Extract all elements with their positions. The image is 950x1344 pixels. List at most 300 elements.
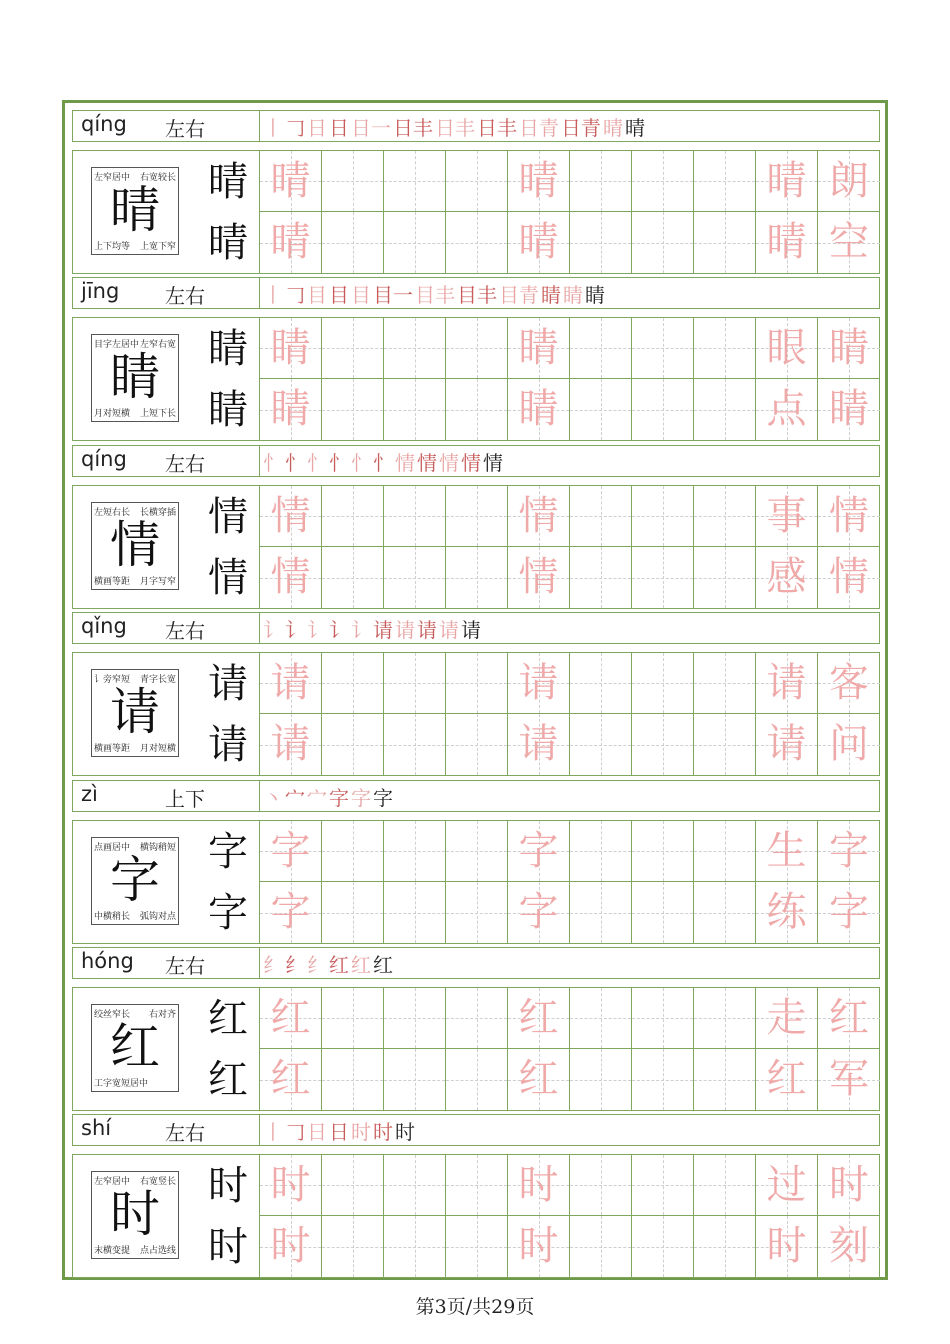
writing-tip: 上宽下窄: [139, 242, 176, 252]
practice-cell[interactable]: [322, 1049, 384, 1110]
word-trace-character: 练: [766, 889, 807, 935]
practice-cell[interactable]: [322, 151, 384, 212]
practice-cell[interactable]: [570, 1216, 632, 1277]
practice-area: [72, 150, 880, 274]
practice-grid: [260, 653, 880, 775]
word-trace-character: 事: [766, 493, 807, 539]
stroke-step: 𠃌: [285, 282, 305, 307]
practice-cell[interactable]: [756, 212, 818, 273]
practice-cell[interactable]: [260, 318, 322, 379]
word-trace-character: 客: [829, 660, 869, 706]
stroke-order: [263, 613, 483, 643]
trace-character: 睛: [518, 325, 559, 371]
stroke-step: 忄: [263, 450, 283, 475]
demo-character: 晴: [110, 181, 160, 239]
practice-area: [72, 485, 880, 609]
stroke-step: 丨: [263, 115, 283, 140]
practice-cell[interactable]: [508, 318, 570, 379]
practice-cell[interactable]: [694, 882, 756, 943]
stroke-step: 日青: [561, 115, 601, 140]
practice-cell[interactable]: [818, 653, 880, 714]
practice-cell[interactable]: [384, 151, 446, 212]
practice-grid: [260, 151, 880, 273]
practice-cell[interactable]: [384, 379, 446, 440]
stroke-step: 忄: [329, 450, 349, 475]
structure-label: 左右: [165, 1121, 205, 1145]
demo-character: 睛: [110, 348, 160, 406]
practice-cell[interactable]: [322, 821, 384, 882]
practice-cell[interactable]: [818, 821, 880, 882]
practice-cell[interactable]: [570, 714, 632, 775]
practice-cell[interactable]: [446, 318, 508, 379]
stroke-step: 讠: [351, 617, 371, 642]
practice-cell[interactable]: [756, 988, 818, 1049]
practice-cell[interactable]: [322, 212, 384, 273]
demo-character-box: [91, 837, 179, 925]
practice-cell[interactable]: [446, 547, 508, 608]
stroke-step: 忄: [307, 450, 327, 475]
practice-cell[interactable]: [260, 212, 322, 273]
stroke-step: 睛: [585, 282, 605, 307]
trace-character: 请: [518, 660, 559, 706]
trace-character: 红: [270, 995, 311, 1041]
practice-cell[interactable]: [818, 882, 880, 943]
practice-cell[interactable]: [570, 151, 632, 212]
practice-cell[interactable]: [260, 1216, 322, 1277]
practice-cell[interactable]: [384, 988, 446, 1049]
stroke-step: 纟: [263, 952, 283, 977]
word-trace-character: 晴: [766, 219, 807, 265]
pinyin: qíng: [81, 447, 127, 471]
practice-cell[interactable]: [632, 1155, 694, 1216]
practice-area: [72, 987, 880, 1111]
word-trace-character: 感: [766, 554, 807, 600]
page-footer: 第3页/共29页: [415, 1296, 535, 1318]
stroke-step: 讠: [263, 617, 283, 642]
word-trace-character: 过: [766, 1162, 807, 1208]
practice-cell[interactable]: [632, 379, 694, 440]
practice-cell[interactable]: [260, 379, 322, 440]
demo-character: 字: [110, 851, 160, 909]
practice-cell[interactable]: [632, 318, 694, 379]
practice-grid: [260, 1155, 880, 1277]
stroke-step: 𠃌: [285, 115, 305, 140]
word-trace-character: 时: [766, 1223, 807, 1269]
word-trace-character: 空: [829, 219, 869, 265]
word-trace-character: 情: [829, 493, 869, 539]
practice-cell[interactable]: [446, 1049, 508, 1110]
practice-cell[interactable]: [818, 714, 880, 775]
stroke-step: 晴: [625, 115, 645, 140]
stroke-step: 情: [417, 450, 437, 475]
practice-cell[interactable]: [384, 212, 446, 273]
practice-grid: [260, 821, 880, 943]
practice-cell[interactable]: [260, 653, 322, 714]
stroke-step: 日青: [519, 115, 559, 140]
writing-tip: 点画居中: [94, 843, 131, 853]
structure-label: 上下: [165, 787, 205, 811]
practice-cell[interactable]: [818, 486, 880, 547]
practice-cell[interactable]: [818, 988, 880, 1049]
word-trace-character: 睛: [829, 386, 869, 432]
trace-character: 情: [518, 554, 559, 600]
trace-character: 字: [518, 828, 559, 874]
trace-character: 时: [518, 1223, 559, 1269]
practice-cell[interactable]: [570, 821, 632, 882]
practice-cell[interactable]: [570, 988, 632, 1049]
practice-cell[interactable]: [694, 212, 756, 273]
practice-cell[interactable]: [446, 151, 508, 212]
stroke-step: 日丰: [393, 115, 433, 140]
stroke-step: 红: [329, 952, 349, 977]
practice-cell[interactable]: [260, 882, 322, 943]
stroke-step: 纟: [307, 952, 327, 977]
stroke-step: 请: [395, 617, 415, 642]
demo-character: 时: [110, 1185, 160, 1243]
stroke-step: 情: [395, 450, 415, 475]
stroke-order: [263, 948, 395, 978]
practice-cell[interactable]: [446, 882, 508, 943]
practice-cell[interactable]: [694, 151, 756, 212]
practice-cell[interactable]: [818, 212, 880, 273]
practice-cell[interactable]: [694, 547, 756, 608]
stroke-step: 字: [329, 785, 349, 810]
practice-cell[interactable]: [632, 212, 694, 273]
stroke-order: [263, 781, 395, 811]
writing-tip: 左窄右宽: [139, 340, 176, 350]
writing-tip: 绞丝窄长: [94, 1010, 131, 1020]
word-trace-character: 字: [829, 828, 869, 874]
writing-tip: 右宽较长: [139, 173, 176, 183]
stroke-step: 红: [373, 952, 393, 977]
stroke-step: 睛: [563, 282, 583, 307]
practice-cell[interactable]: [322, 379, 384, 440]
practice-cell[interactable]: [322, 547, 384, 608]
word-trace-character: 红: [766, 1056, 807, 1102]
block-header: [72, 110, 880, 142]
practice-cell[interactable]: [632, 821, 694, 882]
stroke-step: 日: [307, 1119, 327, 1144]
practice-cell[interactable]: [818, 379, 880, 440]
stroke-order: [263, 111, 647, 141]
stroke-step: 日: [329, 115, 349, 140]
practice-cell[interactable]: [446, 1216, 508, 1277]
practice-cell[interactable]: [508, 486, 570, 547]
practice-cell[interactable]: [570, 486, 632, 547]
practice-cell[interactable]: [818, 1216, 880, 1277]
practice-cell[interactable]: [384, 653, 446, 714]
practice-cell[interactable]: [818, 547, 880, 608]
trace-character: 情: [270, 493, 311, 539]
writing-tip: 末横变提: [94, 1246, 131, 1256]
practice-cell[interactable]: [446, 486, 508, 547]
practice-area: [72, 1154, 880, 1278]
practice-cell[interactable]: [322, 486, 384, 547]
practice-cell[interactable]: [632, 151, 694, 212]
word-trace-character: 眼: [766, 325, 807, 371]
writing-tip: 右对齐: [148, 1010, 176, 1020]
stroke-step: 忄: [351, 450, 371, 475]
model-character: 情: [208, 555, 248, 601]
practice-cell[interactable]: [508, 547, 570, 608]
practice-cell[interactable]: [694, 379, 756, 440]
stroke-step: 讠: [285, 617, 305, 642]
block-header: [72, 612, 880, 644]
demo-character: 红: [110, 1018, 160, 1076]
trace-character: 时: [270, 1223, 311, 1269]
practice-cell[interactable]: [694, 1049, 756, 1110]
stroke-step: 丨: [263, 1119, 283, 1144]
demo-character-box: [91, 502, 179, 590]
practice-cell[interactable]: [384, 1155, 446, 1216]
pinyin: zì: [81, 782, 98, 806]
practice-cell[interactable]: [570, 379, 632, 440]
writing-tip: 月字写窄: [139, 577, 176, 587]
model-character: 请: [208, 722, 248, 768]
practice-cell[interactable]: [260, 486, 322, 547]
trace-character: 睛: [270, 386, 311, 432]
practice-cell[interactable]: [384, 1216, 446, 1277]
practice-cell[interactable]: [632, 653, 694, 714]
practice-cell[interactable]: [570, 1155, 632, 1216]
writing-tip: 月对短横: [139, 744, 176, 754]
practice-cell[interactable]: [756, 653, 818, 714]
word-trace-character: 请: [766, 721, 807, 767]
practice-cell[interactable]: [756, 318, 818, 379]
block-header: [72, 445, 880, 477]
practice-cell[interactable]: [508, 1216, 570, 1277]
stroke-step: 情: [439, 450, 459, 475]
writing-tip: 上下均等: [94, 242, 131, 252]
stroke-step: 目: [329, 282, 349, 307]
practice-cell[interactable]: [446, 714, 508, 775]
word-trace-character: 点: [766, 386, 807, 432]
stroke-step: 丨: [263, 282, 283, 307]
stroke-step: 日: [329, 1119, 349, 1144]
practice-area: [72, 820, 880, 944]
practice-cell[interactable]: [446, 653, 508, 714]
block-header: [72, 780, 880, 812]
practice-cell[interactable]: [632, 1216, 694, 1277]
model-character: 晴: [208, 220, 248, 266]
practice-cell[interactable]: [322, 988, 384, 1049]
practice-cell[interactable]: [694, 486, 756, 547]
model-character: 红: [208, 996, 248, 1042]
trace-character: 请: [518, 721, 559, 767]
demo-character-box: [91, 1004, 179, 1092]
practice-cell[interactable]: [322, 714, 384, 775]
stroke-step: 宀: [307, 785, 327, 810]
practice-cell[interactable]: [446, 379, 508, 440]
practice-cell[interactable]: [818, 1155, 880, 1216]
practice-cell[interactable]: [322, 653, 384, 714]
practice-cell[interactable]: [756, 882, 818, 943]
practice-cell[interactable]: [570, 1049, 632, 1110]
stroke-order: [263, 1115, 417, 1145]
trace-character: 请: [270, 721, 311, 767]
word-trace-character: 请: [766, 660, 807, 706]
practice-cell[interactable]: [508, 714, 570, 775]
practice-cell[interactable]: [508, 1155, 570, 1216]
demo-character: 请: [110, 683, 160, 741]
model-character: 字: [208, 890, 248, 936]
demo-character-box: [91, 1171, 179, 1259]
practice-cell[interactable]: [384, 1049, 446, 1110]
practice-cell[interactable]: [384, 882, 446, 943]
practice-cell[interactable]: [508, 1049, 570, 1110]
practice-cell[interactable]: [260, 151, 322, 212]
practice-cell[interactable]: [694, 1155, 756, 1216]
trace-character: 请: [270, 660, 311, 706]
model-character: 睛: [208, 326, 248, 372]
stroke-step: 𠃌: [285, 1119, 305, 1144]
writing-tip: 横钩稍短: [139, 843, 176, 853]
stroke-step: 日丰: [435, 115, 475, 140]
word-trace-character: 情: [829, 554, 869, 600]
demo-character-box: [91, 167, 179, 255]
practice-cell[interactable]: [818, 318, 880, 379]
practice-cell[interactable]: [570, 547, 632, 608]
practice-cell[interactable]: [260, 547, 322, 608]
practice-area: [72, 652, 880, 776]
practice-cell[interactable]: [756, 486, 818, 547]
practice-cell[interactable]: [756, 1049, 818, 1110]
practice-cell[interactable]: [570, 212, 632, 273]
practice-cell[interactable]: [694, 1216, 756, 1277]
practice-grid: [260, 486, 880, 608]
word-trace-character: 朗: [829, 158, 869, 204]
practice-cell[interactable]: [508, 988, 570, 1049]
practice-cell[interactable]: [756, 547, 818, 608]
practice-cell[interactable]: [322, 882, 384, 943]
practice-cell[interactable]: [818, 151, 880, 212]
practice-cell[interactable]: [570, 318, 632, 379]
practice-cell[interactable]: [384, 714, 446, 775]
practice-cell[interactable]: [632, 547, 694, 608]
model-character: 请: [208, 661, 248, 707]
model-character: 晴: [208, 159, 248, 205]
practice-cell[interactable]: [508, 151, 570, 212]
practice-cell[interactable]: [508, 821, 570, 882]
practice-cell[interactable]: [756, 821, 818, 882]
practice-cell[interactable]: [260, 714, 322, 775]
stroke-step: 日一: [351, 115, 391, 140]
practice-cell[interactable]: [632, 714, 694, 775]
practice-cell[interactable]: [694, 988, 756, 1049]
stroke-step: 红: [351, 952, 371, 977]
writing-tip: 月对短横: [94, 409, 131, 419]
stroke-step: 情: [483, 450, 503, 475]
stroke-step: 丶: [263, 785, 283, 810]
pinyin: hóng: [81, 949, 134, 973]
practice-cell[interactable]: [322, 1155, 384, 1216]
practice-cell[interactable]: [818, 1049, 880, 1110]
practice-cell[interactable]: [694, 318, 756, 379]
practice-cell[interactable]: [570, 653, 632, 714]
stroke-step: 字: [351, 785, 371, 810]
stroke-step: 目: [351, 282, 371, 307]
stroke-step: 讠: [307, 617, 327, 642]
writing-tip: 左窄居中: [94, 173, 131, 183]
practice-cell[interactable]: [260, 988, 322, 1049]
model-character: 睛: [208, 387, 248, 433]
practice-cell[interactable]: [384, 821, 446, 882]
demo-character-box: [91, 669, 179, 757]
practice-cell[interactable]: [446, 821, 508, 882]
word-trace-character: 问: [829, 721, 869, 767]
trace-character: 晴: [518, 219, 559, 265]
stroke-step: 目青: [499, 282, 539, 307]
practice-cell[interactable]: [756, 1155, 818, 1216]
word-trace-character: 刻: [829, 1223, 869, 1269]
writing-tip: 工字宽短居中: [94, 1079, 149, 1089]
word-trace-character: 晴: [766, 158, 807, 204]
writing-tip: 目字左居中: [94, 340, 140, 350]
stroke-order: [263, 278, 607, 308]
stroke-step: 情: [461, 450, 481, 475]
practice-cell[interactable]: [756, 379, 818, 440]
practice-cell[interactable]: [384, 318, 446, 379]
practice-cell[interactable]: [756, 151, 818, 212]
practice-cell[interactable]: [446, 212, 508, 273]
practice-cell[interactable]: [322, 318, 384, 379]
block-header: [72, 947, 880, 979]
pinyin: shí: [81, 1116, 112, 1140]
practice-cell[interactable]: [260, 1049, 322, 1110]
practice-cell[interactable]: [508, 653, 570, 714]
practice-cell[interactable]: [756, 714, 818, 775]
writing-tip: 右宽竖长: [139, 1177, 176, 1187]
practice-cell[interactable]: [508, 882, 570, 943]
trace-character: 时: [518, 1162, 559, 1208]
practice-cell[interactable]: [632, 988, 694, 1049]
writing-tip: 中横稍长: [94, 912, 131, 922]
practice-cell[interactable]: [446, 1155, 508, 1216]
practice-cell[interactable]: [508, 379, 570, 440]
pinyin: jīng: [81, 279, 120, 303]
practice-cell[interactable]: [508, 212, 570, 273]
demo-character: 情: [110, 516, 160, 574]
stroke-step: 时: [351, 1119, 371, 1144]
trace-character: 情: [270, 554, 311, 600]
practice-cell[interactable]: [260, 1155, 322, 1216]
practice-cell[interactable]: [694, 821, 756, 882]
stroke-step: 日: [307, 115, 327, 140]
practice-cell[interactable]: [384, 547, 446, 608]
practice-area: [72, 317, 880, 441]
word-trace-character: 字: [829, 889, 869, 935]
practice-cell[interactable]: [446, 988, 508, 1049]
practice-cell[interactable]: [260, 821, 322, 882]
practice-cell[interactable]: [570, 882, 632, 943]
practice-cell[interactable]: [694, 653, 756, 714]
stroke-order: [263, 446, 505, 476]
pinyin: qǐng: [81, 614, 127, 638]
practice-cell[interactable]: [632, 486, 694, 547]
stroke-step: 请: [417, 617, 437, 642]
stroke-step: 请: [439, 617, 459, 642]
practice-cell[interactable]: [756, 1216, 818, 1277]
practice-cell[interactable]: [632, 1049, 694, 1110]
practice-cell[interactable]: [384, 486, 446, 547]
practice-cell[interactable]: [694, 714, 756, 775]
word-trace-character: 军: [829, 1056, 869, 1102]
stroke-step: 时: [373, 1119, 393, 1144]
practice-cell[interactable]: [322, 1216, 384, 1277]
practice-cell[interactable]: [632, 882, 694, 943]
writing-tip: 左短右长: [94, 508, 131, 518]
trace-character: 红: [518, 995, 559, 1041]
